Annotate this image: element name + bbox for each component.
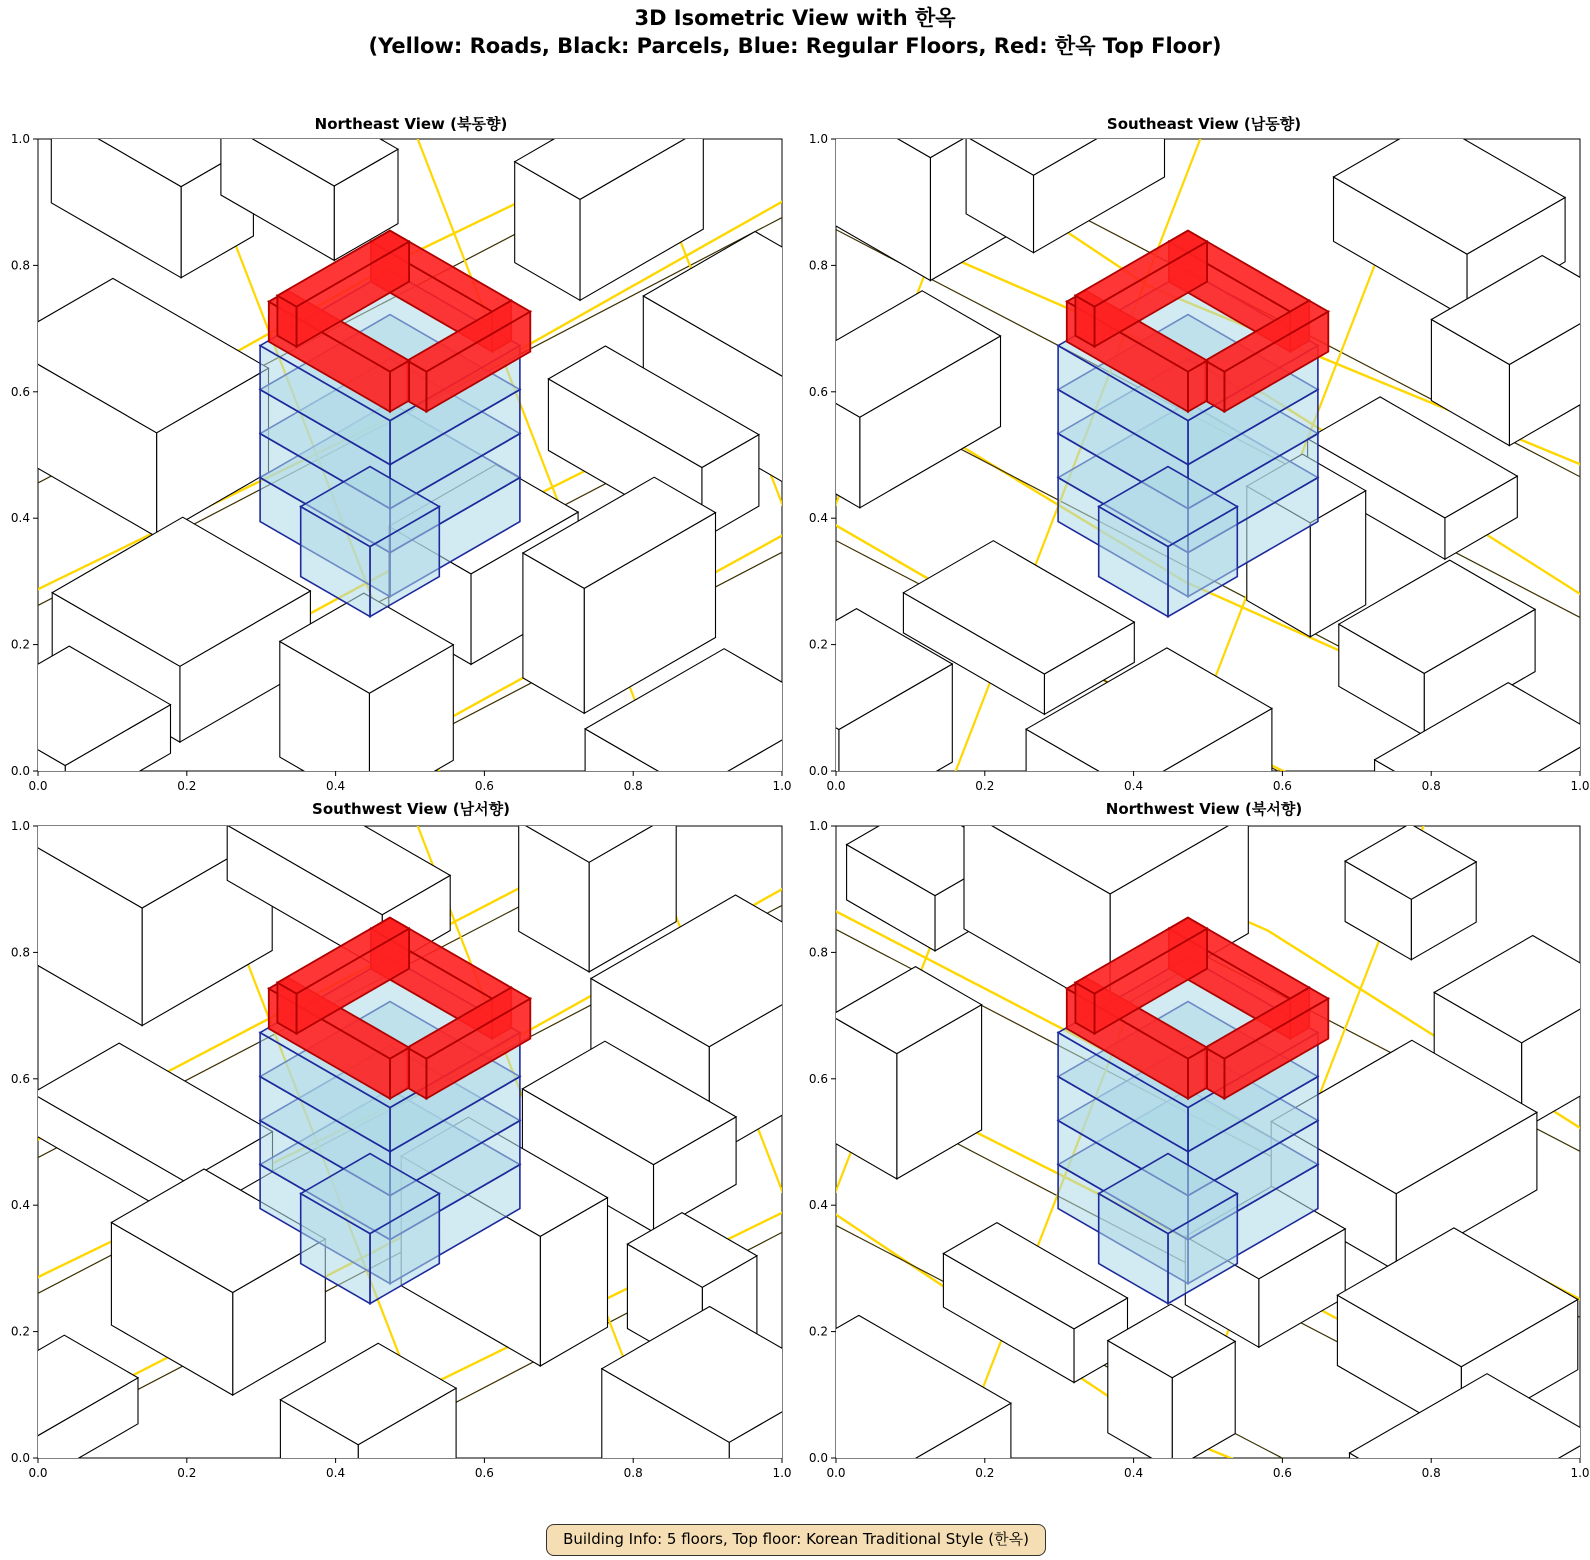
x-tick-label: 0.4 xyxy=(326,779,346,793)
y-tick-label: 0.4 xyxy=(10,1198,30,1213)
y-tick-label: 0.0 xyxy=(10,1451,30,1465)
y-tick-label: 1.0 xyxy=(808,132,828,146)
y-tick-label: 0.8 xyxy=(10,258,30,273)
y-tick-label: 0.6 xyxy=(10,1071,30,1086)
x-tick-label: 1.0 xyxy=(1570,779,1590,793)
y-tick-label: 0.8 xyxy=(808,945,828,960)
panel-title-northeast: Northeast View (북동향) xyxy=(314,115,508,133)
y-tick-label: 0.4 xyxy=(10,511,30,526)
x-tick-label: 0.0 xyxy=(28,1466,48,1480)
y-tick-label: 0.0 xyxy=(808,1451,828,1465)
y-tick-label: 0.2 xyxy=(10,1324,30,1339)
y-tick-label: 0.0 xyxy=(808,764,828,778)
figure-title-line2: (Yellow: Roads, Black: Parcels, Blue: Regular Floors, Red: 한옥 Top Floor) xyxy=(368,34,1222,58)
panel-southwest xyxy=(0,726,893,1520)
y-tick-label: 1.0 xyxy=(10,819,30,833)
x-tick-label: 0.4 xyxy=(1124,779,1144,793)
x-tick-label: 0.2 xyxy=(177,779,197,793)
y-tick-label: 0.6 xyxy=(808,1071,828,1086)
panel-title-northwest: Northwest View (북서향) xyxy=(1105,800,1303,818)
y-tick-label: 0.2 xyxy=(808,637,828,652)
building-info-text: Building Info: 5 floors, Top floor: Korean Traditional Style (한옥) xyxy=(563,1530,1029,1548)
panel-northwest xyxy=(723,719,1590,1520)
x-tick-label: 0.6 xyxy=(1272,779,1292,793)
x-tick-label: 0.6 xyxy=(474,779,494,793)
y-tick-label: 0.8 xyxy=(10,945,30,960)
y-tick-label: 0.4 xyxy=(808,1198,828,1213)
x-tick-label: 0.2 xyxy=(975,779,995,793)
x-tick-label: 0.0 xyxy=(826,1466,846,1480)
x-tick-label: 0.8 xyxy=(1421,1466,1441,1480)
y-tick-label: 0.2 xyxy=(808,1324,828,1339)
y-tick-label: 0.0 xyxy=(10,764,30,778)
x-tick-label: 0.8 xyxy=(1421,779,1441,793)
x-tick-label: 0.6 xyxy=(474,1466,494,1480)
x-tick-label: 1.0 xyxy=(772,779,792,793)
x-tick-label: 1.0 xyxy=(1570,1466,1590,1480)
x-tick-label: 0.8 xyxy=(623,779,643,793)
x-tick-label: 1.0 xyxy=(772,1466,792,1480)
panel-title-southeast: Southeast View (남동향) xyxy=(1106,115,1302,133)
x-tick-label: 0.2 xyxy=(177,1466,197,1480)
figure-title-line1: 3D Isometric View with 한옥 xyxy=(634,6,956,30)
y-tick-label: 0.6 xyxy=(808,384,828,399)
x-tick-label: 0.0 xyxy=(826,779,846,793)
y-tick-label: 0.8 xyxy=(808,258,828,273)
x-tick-label: 0.4 xyxy=(326,1466,346,1480)
building-info-box xyxy=(546,1524,1046,1556)
x-tick-label: 0.2 xyxy=(975,1466,995,1480)
y-tick-label: 1.0 xyxy=(808,819,828,833)
y-tick-label: 0.6 xyxy=(10,384,30,399)
y-tick-label: 0.2 xyxy=(10,637,30,652)
y-tick-label: 0.4 xyxy=(808,511,828,526)
panel-title-southwest: Southwest View (남서향) xyxy=(312,800,510,818)
x-tick-label: 0.8 xyxy=(623,1466,643,1480)
x-tick-label: 0.4 xyxy=(1124,1466,1144,1480)
x-tick-label: 0.6 xyxy=(1272,1466,1292,1480)
y-tick-label: 1.0 xyxy=(10,132,30,146)
x-tick-label: 0.0 xyxy=(28,779,48,793)
